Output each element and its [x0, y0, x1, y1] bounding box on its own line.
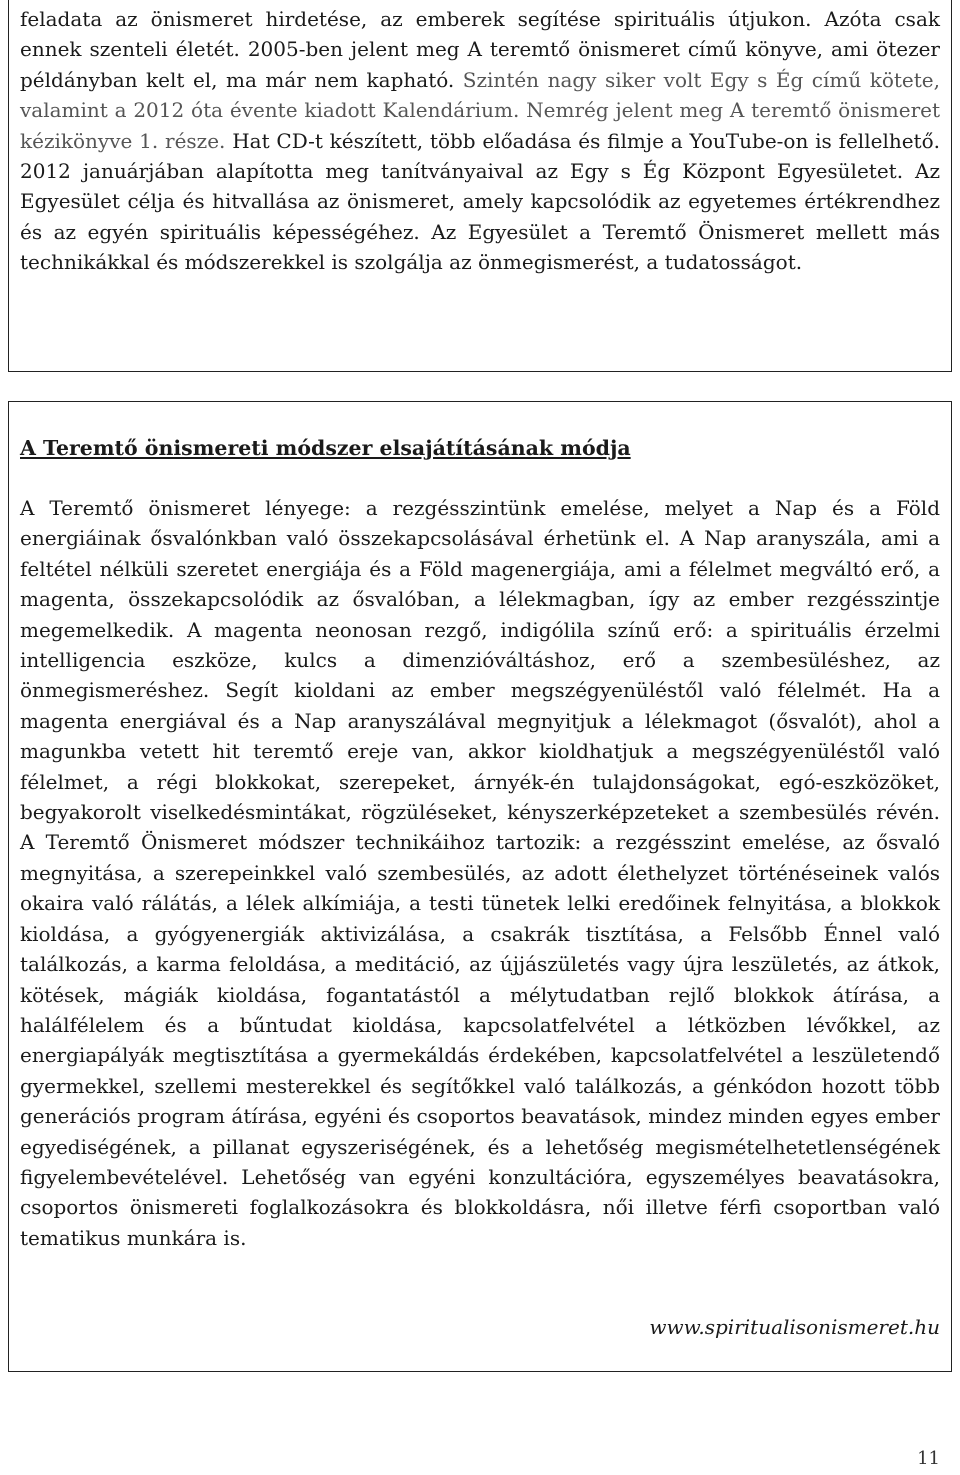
biography-text-part-2: Szintén nagy siker volt Egy s Ég című kötete, valamint a 2012 óta évente kiadott Kalendárium. Nemrég jelent meg A teremtő önismeret kézikönyve 1. része. — [20, 67, 940, 153]
biography-paragraph — [20, 4, 940, 278]
biography-text-part-1: feladata az önismeret hirdetése, az emberek segítése spirituális útjukon. Azóta csak ennek szenteli életét. 2005-ben jelent meg A teremtő önismeret című könyve, ami ötezer példányban kelt el, ma már nem kapható. — [20, 7, 940, 92]
page-number: 11 — [917, 1448, 940, 1469]
biography-text-part-3: Hat CD-t készített, több előadása és filmje a YouTube-on is fellelhető. 2012 januárjában alapította meg tanítványaival az Egy s Ég Központ Egyesületet. Az Egyesület célja és hitvallása az önismeret, amely kapcsolódik az egyetemes értékrendhez és az egyén spirituális képességéhez. Az Egyesület a Teremtő Önismeret mellett más technikákkal és módszerekkel is szolgálja az önmegismerést, a tudatosságot. — [20, 128, 940, 275]
method-paragraph: A Teremtő önismeret lényege: a rezgésszintünk emelése, melyet a Nap és a Föld energiáinak ősvalónkban való összekapcsolásával érhetünk el. A Nap aranyszála, ami a feltétel nélküli szeretet energiája és a Föld magenergiája, ami a félelmet megváltó erő, a magenta, összekapcsolódik az ősvalóban, a lélekmagban, így az ember rezgésszintje megemelkedik. A magenta neonosan rezgő, indigólila színű erő: a spirituális érzelmi intelligencia eszköze, kulcs a dimenzióváltáshoz, erő a szembesüléshez, az önmegismeréshez. Segít kioldani az ember megszégyenüléstől való félelmét. Ha a magenta energiával és a Nap aranyszálával megnyitjuk a lélekmagot (ősvalót), ahol a magunkba vetett hit teremtő ereje van, akkor kioldhatjuk a megszégyenüléstől való félelmet, a régi blokkokat, szerepeket, árnyék-én tulajdonságokat, egó-eszközöket, begyakorolt viselkedésmintákat, rögzüléseket, kényszerképzeteket a szembesülés révén. A Teremtő Önismeret módszer technikáihoz tartozik: a rezgésszint emelése, az ősvaló megnyitása, a szerepeinkkel való szembesülés, az adott élethelyzet történéseinek valós okaira való rálátás, a lélek alkímiája, a testi tünetek lelki eredőinek felnyitása, a blokkok kioldása, a gyógyenergiák aktivizálása, a csakrák tisztítása, a Felsőbb Énnel való találkozás, a karma feloldása, a meditáció, az újjászületés vagy újra leszületés, az átkok, kötések, mágiák kioldása, fogantatástól a mélytudatban rejlő blokkok átírása, a halálfélelem és a bűntudat kioldása, kapcsolatfelvétel a létközben lévőkkel, az energiapályák megtisztítása a gyermekáldás érdekében, kapcsolatfelvétel a leszületendő gyermekkel, szellemi mesterekkel és segítőkkel való találkozás, a génkódon hozott több generációs program átírása, egyéni és csoportos beavatások, mindez minden egyes ember egyediségének, a pillanat egyszeriségének, és a lehetőség megismételhetetlenségének figyelembevételével. Lehetőség van egyéni konzultációra, egyszemélyes beavatásokra, csoportos önismereti foglalkozásokra és blokkoldásra, női illetve férfi csoportban való tematikus munkára is. — [20, 496, 940, 1250]
website-link[interactable]: www.spiritualisonismeret.hu — [649, 1315, 940, 1339]
section-title: A Teremtő önismereti módszer elsajátításának módja — [20, 436, 631, 460]
